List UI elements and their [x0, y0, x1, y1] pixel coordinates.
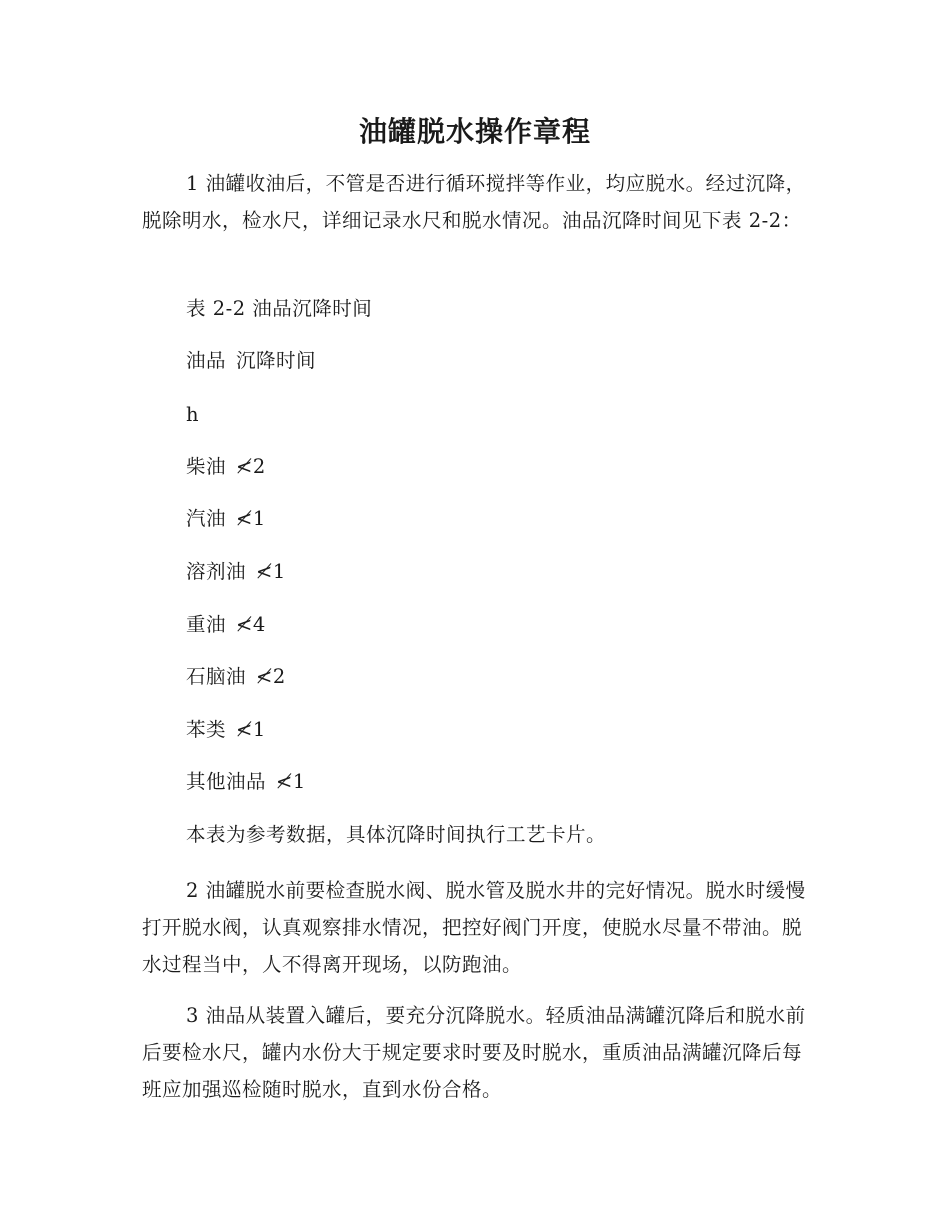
- row-time: ≮1: [236, 718, 266, 741]
- row-time: ≮1: [276, 770, 306, 793]
- table-row: [186, 662, 286, 692]
- table-header: [186, 346, 316, 376]
- paragraph-1: 1 油罐收油后，不管是否进行循环搅拌等作业，均应脱水。经过沉降，脱除明水，检水尺，详细记录水尺和脱水情况。油品沉降时间见下表 2-2：: [142, 172, 806, 232]
- row-product: 其他油品: [186, 770, 267, 793]
- row-time: ≮2: [236, 455, 266, 478]
- table-unit: h: [186, 403, 200, 426]
- table-row: [186, 767, 306, 797]
- row-time: ≮1: [256, 560, 286, 583]
- row-time: ≮1: [236, 507, 266, 530]
- row-time: ≮2: [256, 665, 286, 688]
- table-row: [186, 715, 266, 745]
- row-product: 苯类: [186, 718, 227, 741]
- row-product: 石脑油: [186, 665, 247, 688]
- table-header-time: 沉降时间: [236, 349, 317, 372]
- paragraph-3: 3 油品从装置入罐后，要充分沉降脱水。轻质油品满罐沉降后和脱水前后要检水尺，罐内水份大于规定要求时要及时脱水，重质油品满罐沉降后每班应加强巡检随时脱水，直到水份合格。: [142, 1004, 806, 1101]
- document-title: 油罐脱水操作章程: [358, 115, 591, 148]
- row-product: 汽油: [186, 507, 227, 530]
- row-product: 柴油: [186, 455, 227, 478]
- paragraph-2: 2 油罐脱水前要检查脱水阀、脱水管及脱水井的完好情况。脱水时缓慢打开脱水阀，认真观察排水情况，把控好阀门开度，使脱水尽量不带油。脱水过程当中，人不得离开现场，以防跑油。: [142, 879, 806, 976]
- table-caption: 表 2-2 油品沉降时间: [186, 297, 373, 320]
- table-row: [186, 452, 266, 482]
- row-time: ≮4: [236, 613, 266, 636]
- table-row: [186, 557, 286, 587]
- row-product: 重油: [186, 613, 227, 636]
- table-row: [186, 610, 266, 640]
- row-product: 溶剂油: [186, 560, 247, 583]
- table-row: [186, 504, 266, 534]
- table-header-product: 油品: [186, 349, 227, 372]
- table-note: 本表为参考数据，具体沉降时间执行工艺卡片。: [186, 823, 607, 846]
